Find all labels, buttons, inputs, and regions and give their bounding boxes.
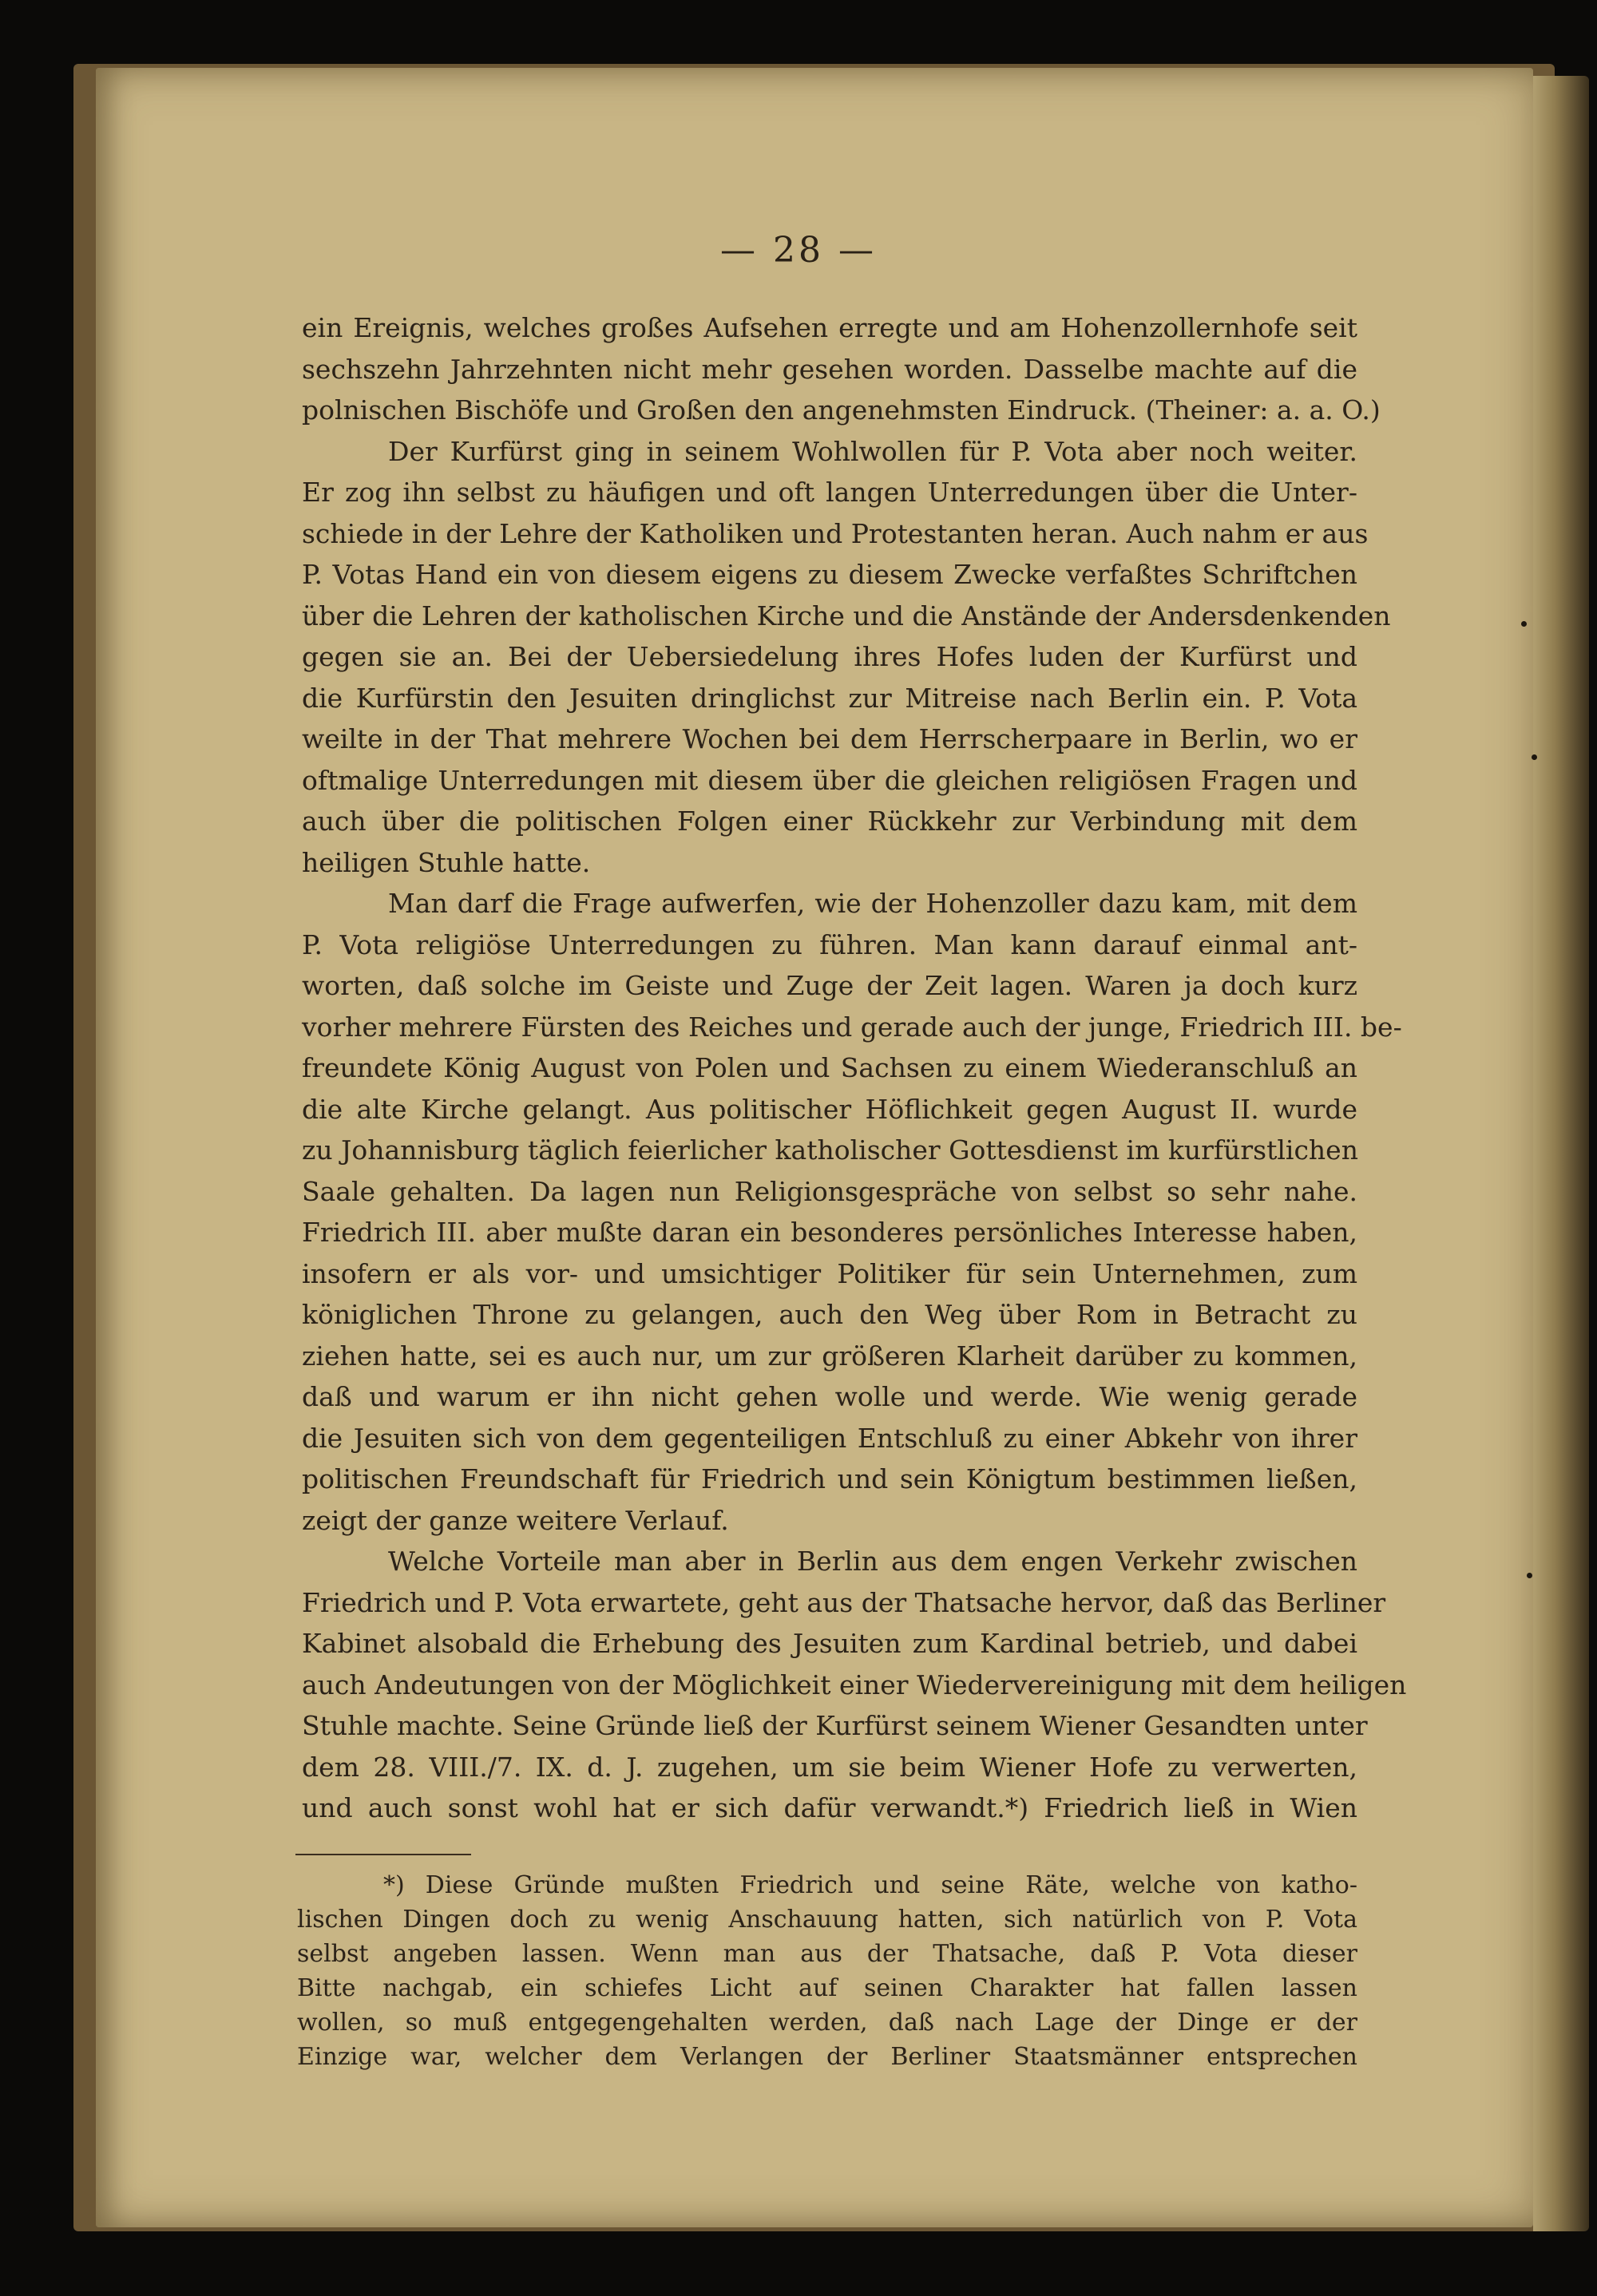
- body-text: [302, 307, 1407, 1829]
- text-line: weilte in der That mehrere Wochen bei dem Herrscherpaare in Berlin, wo er: [302, 723, 1357, 754]
- text-line: Man darf die Frage aufwerfen, wie der Hohenzoller dazu kam, mit dem: [388, 888, 1357, 919]
- text-line: auch über die politischen Folgen einer Rückkehr zur Verbindung mit dem: [302, 806, 1357, 837]
- text-line: und auch sonst wohl hat er sich dafür verwandt.*) Friedrich ließ in Wien: [302, 1792, 1357, 1823]
- footnote-rule: [295, 1854, 471, 1855]
- text-line: Welche Vorteile man aber in Berlin aus dem engen Verkehr zwischen: [388, 1546, 1357, 1577]
- margin-speck: [1532, 754, 1537, 760]
- text-line: vorher mehrere Fürsten des Reiches und gerade auch der junge, Friedrich III. be-: [302, 1011, 1402, 1043]
- text-line: auch Andeutungen von der Möglichkeit einer Wiedervereinigung mit dem heiligen: [302, 1669, 1407, 1700]
- text-line: P. Vota religiöse Unterredungen zu führen. Man kann darauf einmal ant-: [302, 928, 1357, 960]
- text-line: worten, daß solche im Geiste und Zuge der Zeit lagen. Waren ja doch kurz: [302, 970, 1357, 1001]
- text-line: polnischen Bischöfe und Großen den angenehmsten Eindruck. (Theiner: a. a. O.): [302, 394, 1381, 426]
- footnote-line: Bitte nachgab, ein schiefes Licht auf seinen Charakter hat fallen lassen: [297, 1974, 1357, 2002]
- text-line: schiede in der Lehre der Katholiken und Protestanten heran. Auch nahm er aus: [302, 517, 1369, 549]
- text-line: ein Ereignis, welches großes Aufsehen erregte und am Hohenzollernhofe seit: [302, 312, 1357, 343]
- text-line: sechszehn Jahrzehnten nicht mehr gesehen worden. Dasselbe machte auf die: [302, 353, 1357, 385]
- page-stack-edge: [1533, 76, 1589, 2231]
- text-line: daß und warum er ihn nicht gehen wolle und werde. Wie wenig gerade: [302, 1381, 1357, 1412]
- text-line: Er zog ihn selbst zu häufigen und oft langen Unterredungen über die Unter-: [302, 477, 1357, 508]
- text-line: über die Lehren der katholischen Kirche und die Anstände der Andersdenkenden: [302, 600, 1391, 631]
- text-line: dem 28. VIII./7. IX. d. J. zugehen, um sie beim Wiener Hofe zu verwerten,: [302, 1751, 1357, 1783]
- footnote: [297, 1868, 1357, 2074]
- text-line: zu Johannisburg täglich feierlicher katholischer Gottesdienst im kurfürstlichen: [302, 1134, 1358, 1166]
- text-line: Stuhle machte. Seine Gründe ließ der Kurfürst seinem Wiener Gesandten unter: [302, 1710, 1368, 1741]
- text-line: königlichen Throne zu gelangen, auch den Weg über Rom in Betracht zu: [302, 1299, 1357, 1330]
- footnote-line: selbst angeben lassen. Wenn man aus der Thatsache, daß P. Vota dieser: [297, 1940, 1357, 1968]
- text-line: die Kurfürstin den Jesuiten dringlichst zur Mitreise nach Berlin ein. P. Vota: [302, 682, 1357, 714]
- text-line: Friedrich III. aber mußte daran ein besonderes persönliches Interesse haben,: [302, 1217, 1357, 1248]
- footnote-line: lischen Dingen doch zu wenig Anschauung hatten, sich natürlich von P. Vota: [297, 1906, 1357, 1934]
- text-line: Der Kurfürst ging in seinem Wohlwollen für P. Vota aber noch weiter.: [388, 435, 1357, 467]
- text-line: Kabinet alsobald die Erhebung des Jesuiten zum Kardinal betrieb, und dabei: [302, 1628, 1357, 1659]
- footnote-line: wollen, so muß entgegengehalten werden, daß nach Lage der Dinge er der: [297, 2009, 1357, 2037]
- text-line: P. Votas Hand ein von diesem eigens zu diesem Zwecke verfaßtes Schriftchen: [302, 559, 1357, 590]
- text-line: die alte Kirche gelangt. Aus politischer Höflichkeit gegen August II. wurde: [302, 1093, 1357, 1125]
- page-number: — 28 —: [720, 230, 877, 271]
- text-line: die Jesuiten sich von dem gegenteiligen Entschluß zu einer Abkehr von ihrer: [302, 1422, 1357, 1454]
- text-line: insofern er als vor- und umsichtiger Politiker für sein Unternehmen, zum: [302, 1257, 1357, 1289]
- text-line: oftmalige Unterredungen mit diesem über die gleichen religiösen Fragen und: [302, 764, 1357, 796]
- footnote-line: Einzige war, welcher dem Verlangen der Berliner Staatsmänner entsprechen: [297, 2043, 1357, 2071]
- margin-speck: [1521, 621, 1527, 627]
- text-line: Friedrich und P. Vota erwartete, geht aus der Thatsache hervor, daß das Berliner: [302, 1586, 1386, 1618]
- margin-speck: [1527, 1573, 1532, 1578]
- text-line: gegen sie an. Bei der Uebersiedelung ihres Hofes luden der Kurfürst und: [302, 641, 1357, 672]
- text-line: Saale gehalten. Da lagen nun Religionsgespräche von selbst so sehr nahe.: [302, 1175, 1357, 1207]
- text-line: politischen Freundschaft für Friedrich und sein Königtum bestimmen ließen,: [302, 1463, 1357, 1494]
- text-line: heiligen Stuhle hatte.: [302, 846, 591, 878]
- text-line: freundete König August von Polen und Sachsen zu einem Wiederanschluß an: [302, 1052, 1357, 1083]
- text-line: zeigt der ganze weitere Verlauf.: [302, 1504, 729, 1536]
- text-line: ziehen hatte, sei es auch nur, um zur größeren Klarheit darüber zu kommen,: [302, 1340, 1357, 1372]
- footnote-line: *) Diese Gründe mußten Friedrich und seine Räte, welche von katho-: [383, 1871, 1357, 1899]
